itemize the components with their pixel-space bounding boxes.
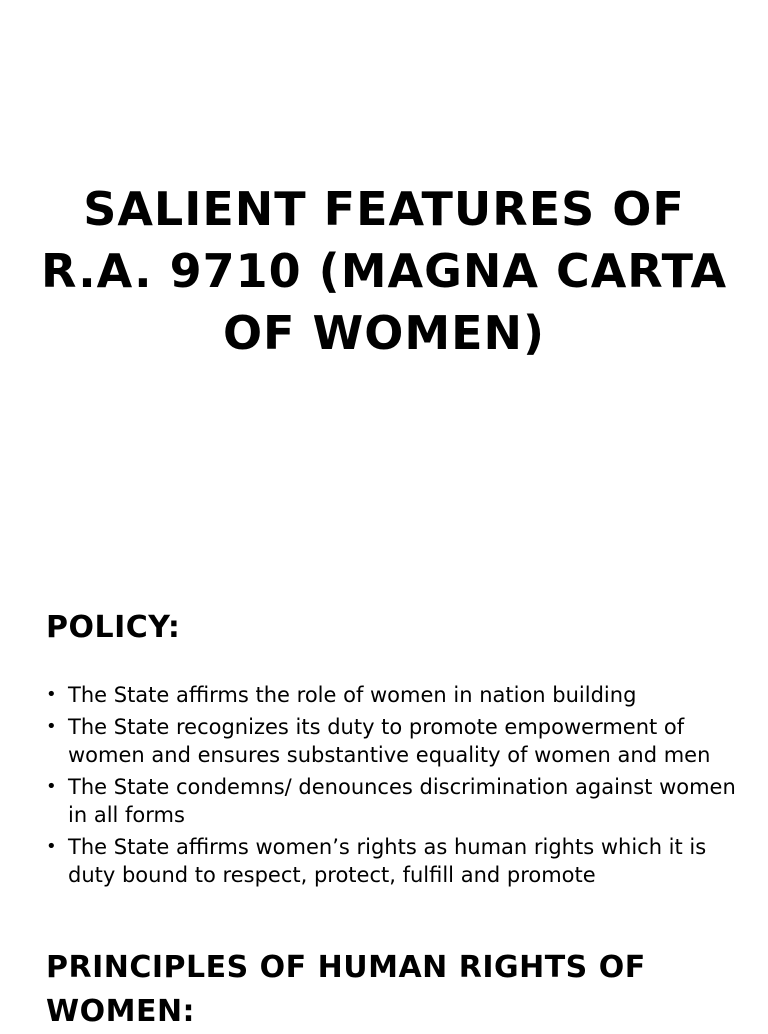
policy-bullet-item: • The State recognizes its duty to promote empowerment of women and ensures substantive equality of women and men [46,713,736,769]
policy-heading: POLICY: [46,610,181,645]
slide-title: SALIENT FEATURES OF R.A. 9710 (MAGNA CARTA OF WOMEN) [40,182,728,360]
policy-bullet-list [46,681,736,893]
principles-heading: PRINCIPLES OF HUMAN RIGHTS OF WOMEN: [46,950,646,1029]
policy-bullet-item: • The State affirms the role of women in nation building [46,681,736,709]
policy-bullet-item: • The State condemns/ denounces discrimination against women in all forms [46,773,736,829]
policy-bullet-item: • The State affirms women’s rights as human rights which it is duty bound to respect, protect, fulfill and promote [46,833,736,889]
